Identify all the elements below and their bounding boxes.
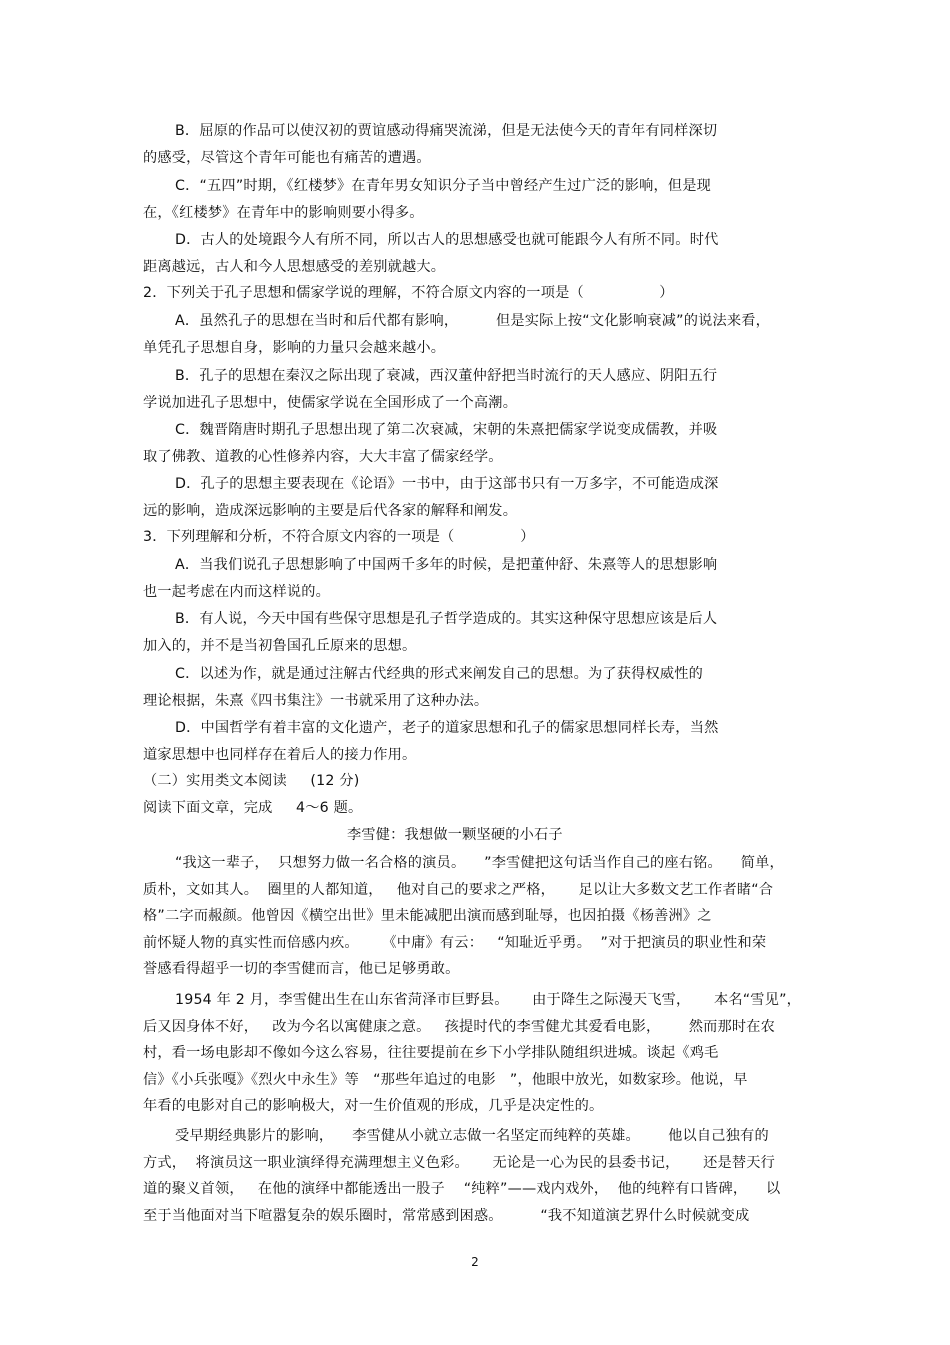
page-number: 2 <box>471 1255 479 1269</box>
text-line: （二）实用类文本阅读 (12 分) <box>143 773 360 789</box>
text-line: C．以述为作，就是通过注解古代经典的形式来阐发自己的思想。为了获得权威性的 <box>175 666 704 682</box>
text-line: 信》《小兵张嘎》《烈火中永生》等 “那些年追过的电影 ”，他眼中放光，如数家珍。他说，早 <box>143 1071 748 1088</box>
text-line: 学说加进孔子思想中，使儒家学说在全国形成了一个高潮。 <box>143 395 518 411</box>
text-line: 道家思想中也同样存在着后人的接力作用。 <box>143 747 417 763</box>
text-line: 受早期经典影片的影响， 李雪健从小就立志做一名坚定而纯粹的英雄。 他以自己独有的 <box>175 1128 769 1144</box>
text-line: 至于当他面对当下喧嚣复杂的娱乐圈时，常常感到困惑。 “我不知道演艺界什么时候就变成 <box>143 1207 750 1224</box>
text-line: 阅读下面文章，完成 4～6 题。 <box>143 800 363 816</box>
text-line: A．虽然孔子的思想在当时和后代都有影响， 但是实际上按“文化影响衰减”的说法来看， <box>175 313 771 329</box>
text-line: “我这一辈子， 只想努力做一名合格的演员。 ”李雪健把这句话当作自己的座右铭。 简单， <box>175 855 784 871</box>
text-line: 2．下列关于孔子思想和儒家学说的理解，不符合原文内容的一项是（ ） <box>143 285 674 301</box>
text-line: 方式， 将演员这一职业演绎得充满理想主义色彩。 无论是一心为民的县委书记， 还是替天行 <box>143 1154 776 1171</box>
text-line: D．孔子的思想主要表现在《论语》一书中，由于这部书只有一万多字，不可能造成深 <box>175 476 719 492</box>
text-line: 后又因身体不好， 改为今名以寓健康之意。 孩提时代的李雪健尤其爱看电影， 然而那时在农 <box>143 1018 776 1035</box>
text-line: 格”二字而赧颜。他曾因《横空出世》里未能减肥出演而感到耻辱，也因拍摄《杨善洲》之 <box>143 908 712 924</box>
text-line: B．有人说，今天中国有些保守思想是孔子哲学造成的。其实这种保守思想应该是后人 <box>175 611 718 627</box>
text-line: 的感受，尽管这个青年可能也有痛苦的遭遇。 <box>143 150 431 166</box>
text-line: A．当我们说孔子思想影响了中国两千多年的时候，是把董仲舒、朱熹等人的思想影响 <box>175 557 718 573</box>
text-line: D．古人的处境跟今人有所不同，所以古人的思想感受也就可能跟今人有所不同。时代 <box>175 232 719 248</box>
text-line: B．孔子的思想在秦汉之际出现了衰减，西汉董仲舒把当时流行的天人感应、阴阳五行 <box>175 368 718 384</box>
text-line: 理论根据，朱熹《四书集注》一书就采用了这种办法。 <box>143 693 489 709</box>
text-line: 远的影响，造成深远影响的主要是后代各家的解释和阐发。 <box>143 503 518 519</box>
text-line: 单凭孔子思想自身，影响的力量只会越来越小。 <box>143 340 446 356</box>
text-line: 李雪健：我想做一颗坚硬的小石子 <box>347 827 563 843</box>
text-line: D．中国哲学有着丰富的文化遗产，老子的道家思想和孔子的儒家思想同样长寿，当然 <box>175 720 719 736</box>
text-line: 年看的电影对自己的影响极大，对一生价值观的形成，几乎是决定性的。 <box>143 1098 604 1114</box>
text-line: 前怀疑人物的真实性而倍感内疚。 《中庸》有云： “知耻近乎勇。 ”对于把演员的职业性和荣 <box>143 934 767 951</box>
text-line: 誉感看得超乎一切的李雪健而言，他已足够勇敢。 <box>143 961 460 977</box>
text-line: 道的聚义首领， 在他的演绎中都能透出一股子 “纯粹”——戏内戏外， 他的纯粹有口皆碑， 以 <box>143 1181 781 1197</box>
text-line: 质朴，文如其人。 圈里的人都知道， 他对自己的要求之严格， 足以让大多数文艺工作者睹“合 <box>143 881 774 898</box>
text-line: C．魏晋隋唐时期孔子思想出现了第二次衰减，宋朝的朱熹把儒家学说变成儒教，并吸 <box>175 422 718 438</box>
text-line: C．“五四”时期，《红楼梦》在青年男女知识分子当中曾经产生过广泛的影响，但是现 <box>175 178 712 194</box>
text-line: 1954 年 2 月，李雪健出生在山东省菏泽市巨野县。 由于降生之际漫天飞雪， 本名“雪见”， <box>175 992 802 1008</box>
text-line: 取了佛教、道教的心性修养内容，大大丰富了儒家经学。 <box>143 449 503 465</box>
text-line: 村，看一场电影却不像如今这么容易，往往要提前在乡下小学排队随组织进城。谈起《鸡毛 <box>143 1045 719 1061</box>
text-line: 在，《红楼梦》在青年中的影响则要小得多。 <box>143 205 424 221</box>
text-line: 也一起考虑在内而这样说的。 <box>143 584 331 600</box>
text-line: 加入的，并不是当初鲁国孔丘原来的思想。 <box>143 638 417 654</box>
text-line: 3．下列理解和分析，不符合原文内容的一项是（ ） <box>143 529 535 545</box>
text-line: B．屈原的作品可以使汉初的贾谊感动得痛哭流涕，但是无法使今天的青年有同样深切 <box>175 123 718 139</box>
text-line: 距离越远，古人和今人思想感受的差别就越大。 <box>143 259 446 275</box>
